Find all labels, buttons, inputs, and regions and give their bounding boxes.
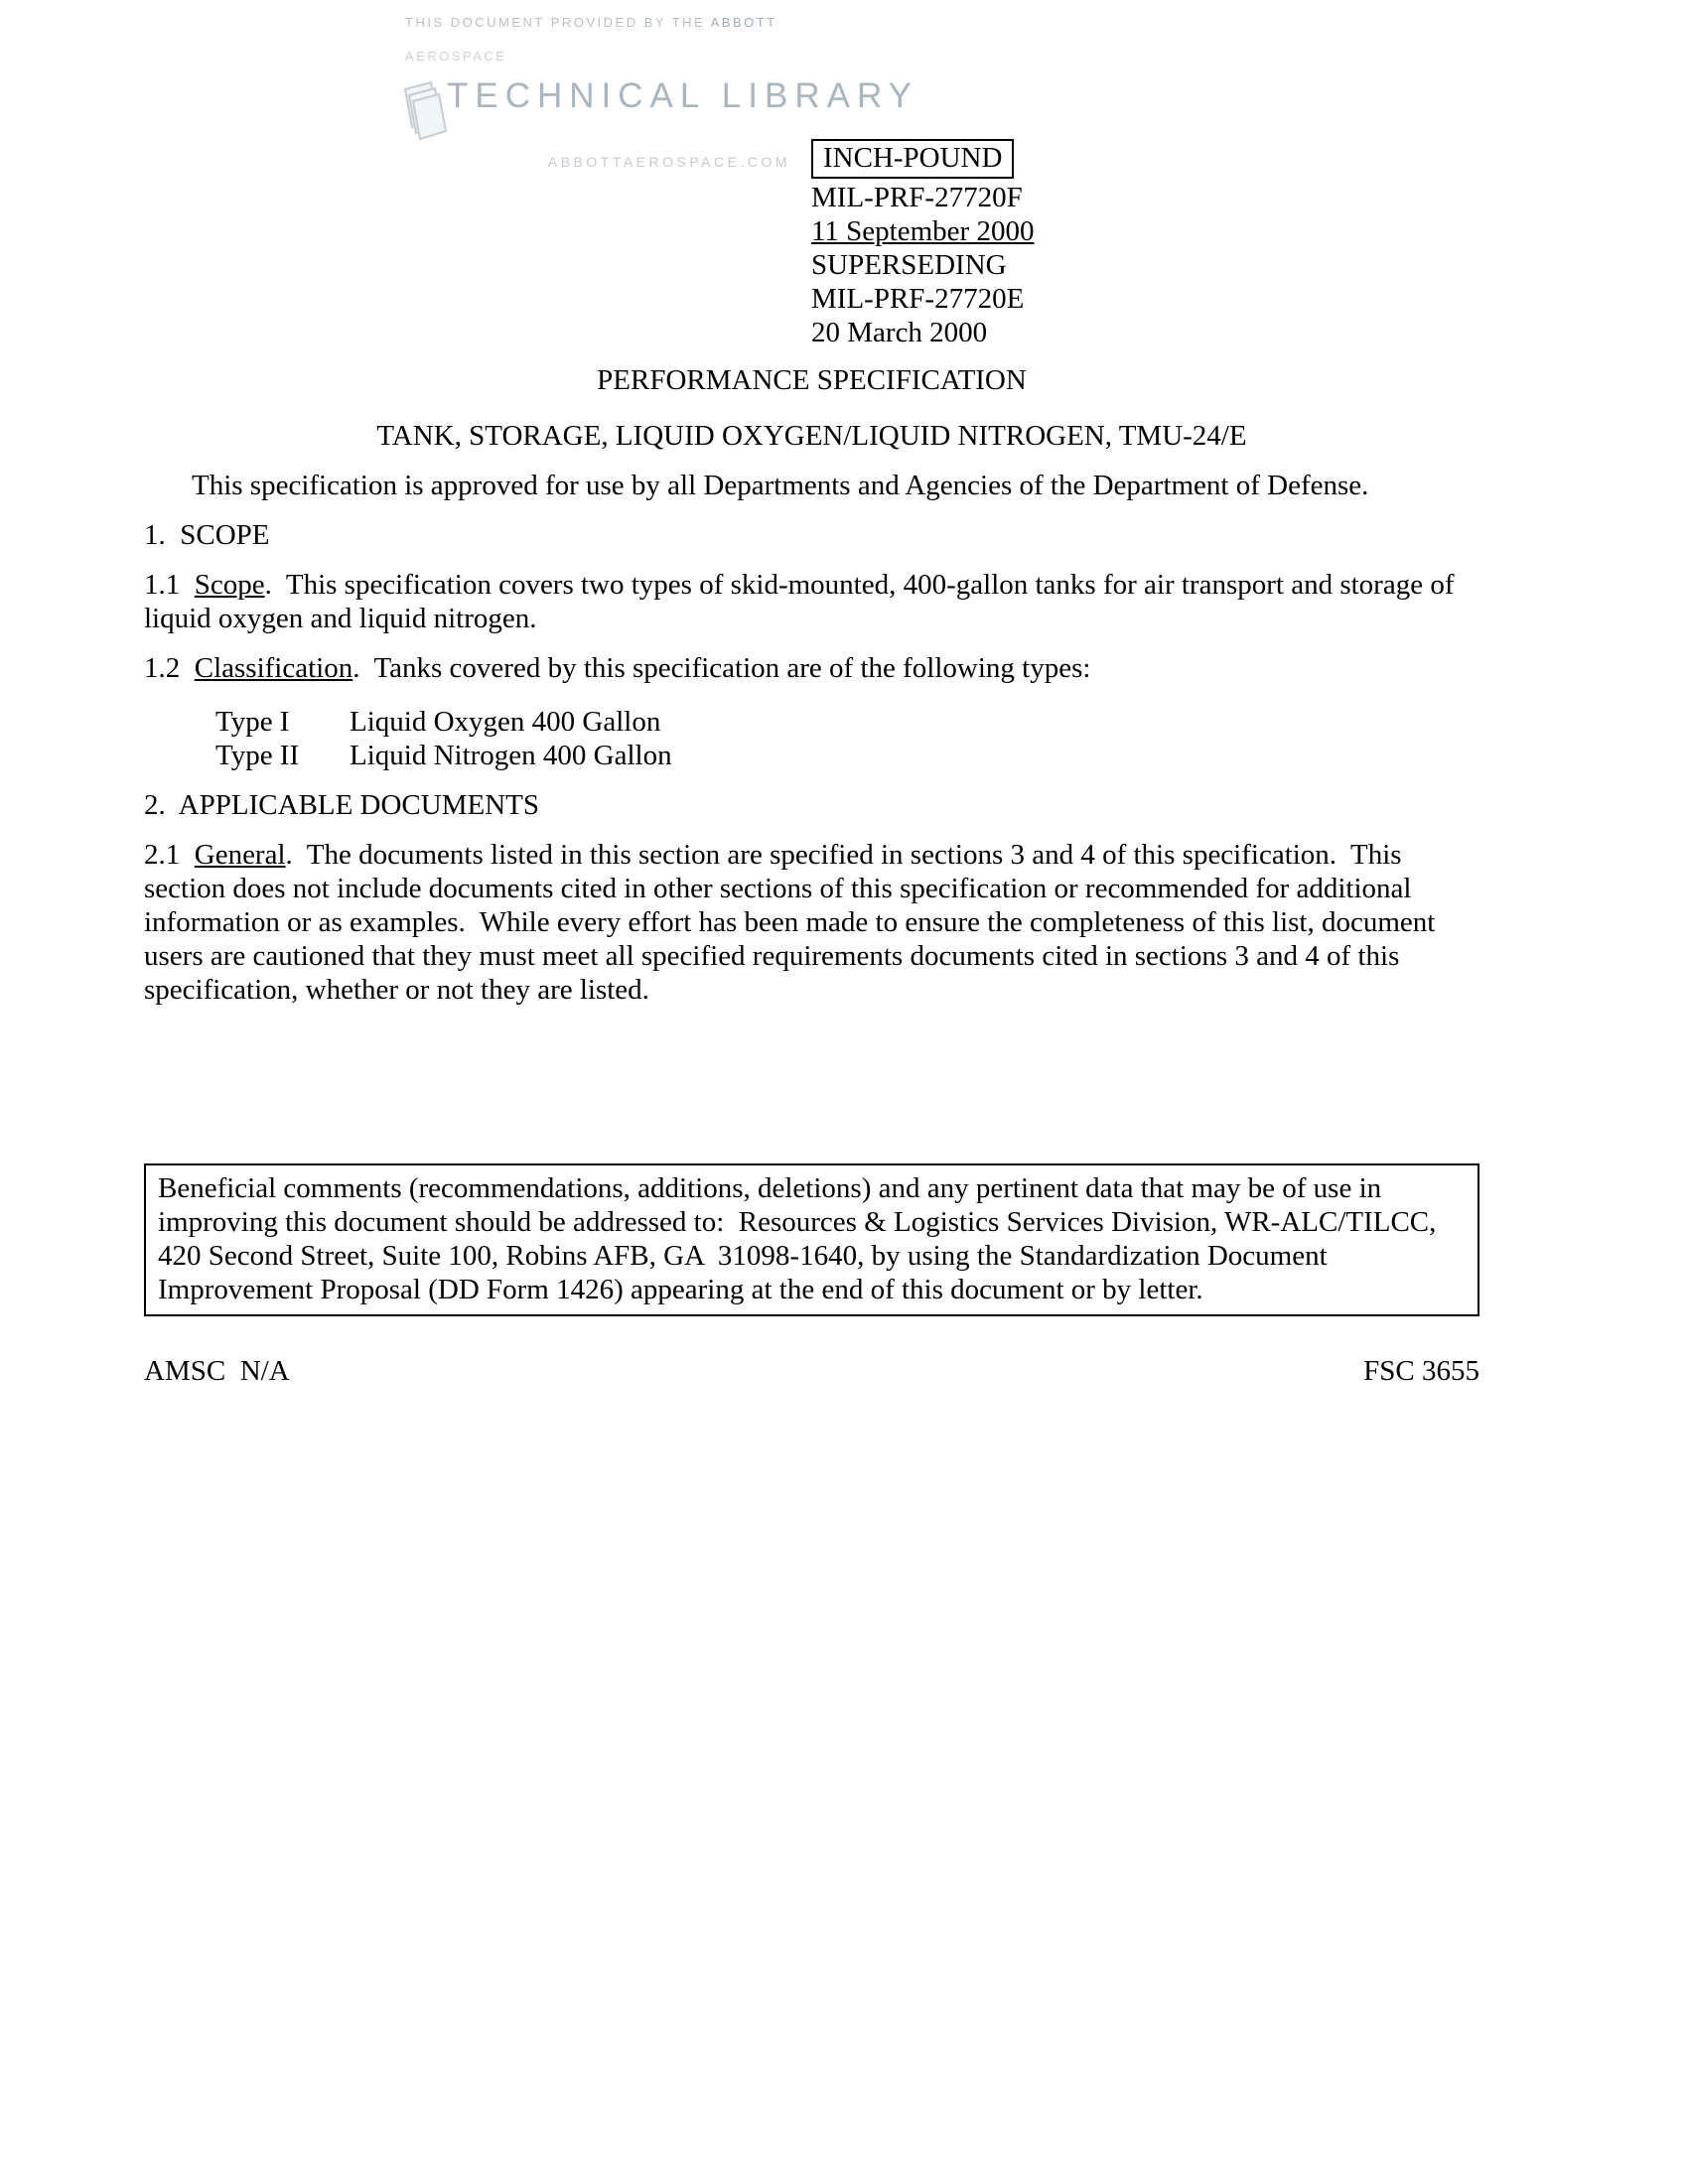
amsc-number: AMSC N/A [144, 1355, 290, 1387]
paragraph-2-1-text: . The documents listed in this section are specified in sections 3 and 4 of this specification. This section does not include documents cited in other sections of this specification or recommended for additional information or as examples. While every effort has been made to ensure the completeness of this list, document users are cautioned that they must meet all specified requirements documents cited in sections 3 and 4 of this specification, whether or not they are listed. [144, 839, 1443, 1006]
type-label: Type I [215, 706, 290, 738]
watermark-title: TECHNICAL LIBRARY [447, 76, 918, 115]
classification-types [215, 705, 1479, 772]
doc-number: MIL-PRF-27720F [811, 182, 1023, 213]
type-description: Liquid Nitrogen 400 Gallon [350, 740, 672, 771]
type-row [215, 705, 1479, 739]
section-1-heading: 1. SCOPE [144, 519, 270, 551]
stacked-pages-icon [399, 77, 453, 143]
doc-date: 11 September 2000 [811, 215, 1035, 247]
watermark-tagline [399, 6, 816, 73]
superseded-doc-number: MIL-PRF-27720E [811, 283, 1025, 315]
doc-type-heading: PERFORMANCE SPECIFICATION [597, 364, 1027, 396]
watermark-tagline-abbott: ABBOTT [710, 15, 782, 30]
paragraph-1-2-term: Classification [194, 652, 353, 684]
watermark-tagline-aerospace: AEROSPACE [405, 49, 507, 64]
inch-pound-box [811, 139, 1014, 179]
paragraph-2-1-term: General [194, 839, 286, 871]
paragraph-2-1-number: 2.1 [144, 839, 195, 871]
paragraph-1-2-number: 1.2 [144, 652, 195, 684]
watermark-brand-row [399, 75, 918, 143]
type-row [215, 739, 1479, 772]
paragraph-2-1 [144, 838, 1479, 1007]
superseded-doc-date: 20 March 2000 [811, 317, 988, 348]
superseding-label: SUPERSEDING [811, 249, 1007, 281]
document-id-block [811, 139, 1479, 349]
section-2-heading: 2. APPLICABLE DOCUMENTS [144, 789, 539, 821]
comments-box-text: Beneficial comments (recommendations, additions, deletions) and any pertinent data that may be of use in improving this document should be addressed to: Resources & Logistics Services Division, WR-ALC/TILCC, 420 Second Street, Suite 100, Robins AFB, GA 31098-1640, by using the Standardization Document Improvement Proposal (DD Form 1426) appearing at the end of this document or by letter. [158, 1172, 1444, 1305]
doc-subject-heading: TANK, STORAGE, LIQUID OXYGEN/LIQUID NITROGEN, TMU-24/E [376, 420, 1247, 452]
watermark-tagline-prefix: THIS DOCUMENT PROVIDED BY THE [405, 15, 711, 30]
page-footer [144, 1354, 1479, 1388]
type-label: Type II [215, 740, 300, 771]
fsc-number: FSC 3655 [1363, 1355, 1479, 1387]
comments-box [144, 1163, 1479, 1316]
document-content [144, 139, 1479, 1388]
paragraph-1-1-number: 1.1 [144, 569, 195, 601]
type-description: Liquid Oxygen 400 Gallon [350, 706, 661, 738]
paragraph-1-1-term: Scope [194, 569, 265, 601]
paragraph-1-2 [144, 651, 1479, 685]
inch-pound-label: INCH-POUND [823, 142, 1003, 174]
paragraph-1-1-text: . This specification covers two types of skid-mounted, 400-gallon tanks for air transport and storage of liquid oxygen and liquid nitrogen. [144, 569, 1462, 634]
paragraph-1-1 [144, 568, 1479, 635]
watermark-url: ABBOTTAEROSPACE.COM [547, 154, 790, 170]
approval-paragraph: This specification is approved for use by all Departments and Agencies of the Department of Defense. [192, 470, 1369, 501]
paragraph-1-2-text: . Tanks covered by this specification are of the following types: [352, 652, 1091, 684]
